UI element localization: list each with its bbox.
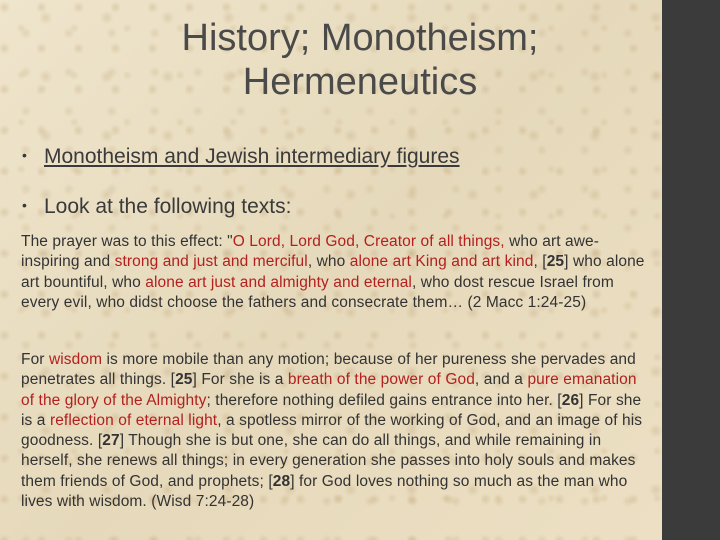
highlighted-phrase: wisdom	[48, 351, 103, 368]
bullet-item	[22, 192, 460, 220]
text-segment: The prayer was to this effect: "	[21, 233, 233, 250]
passage-2-maccabees	[21, 232, 653, 313]
verse-number: 28	[272, 472, 291, 490]
verse-number: 27	[102, 432, 120, 450]
bullet-icon: •	[22, 147, 27, 163]
text-segment: , and a	[474, 371, 528, 389]
text-segment: ; therefore nothing defiled gains entrance into her. [	[206, 391, 562, 409]
title-line-2: Hermeneutics	[242, 61, 478, 103]
text-segment: ] For she is a	[192, 371, 288, 389]
bullet-item	[22, 142, 460, 170]
text-segment: ] Though she is but one, she can do all things, and while remaining in herself, she renews all things; in every generation she passes into holy souls and makes them friends of God, and prophets; [	[21, 432, 636, 490]
text-segment: For	[21, 351, 49, 368]
text-segment: , who	[307, 253, 350, 271]
highlighted-phrase: breath of the power of God	[287, 371, 475, 389]
bullet-text: Monotheism and Jewish intermediary figures	[44, 145, 460, 168]
dark-side-panel	[662, 0, 720, 540]
text-segment: ] for God loves nothing so much as the man who lives with wisdom. (Wisd 7:24-28)	[21, 472, 628, 511]
bullet-text: Look at the following texts:	[44, 195, 292, 218]
text-segment: , a spotless mirror of the working of God, and an image of his goodness. [	[21, 411, 643, 450]
highlighted-phrase: alone art just and almighty and eternal	[145, 273, 412, 291]
title-line-1: History; Monotheism;	[181, 17, 539, 59]
verse-number: 25	[546, 253, 565, 271]
bullet-list	[22, 142, 460, 242]
highlighted-phrase: O Lord, Lord God, Creator of all things,	[232, 233, 505, 250]
text-segment: is more mobile than any motion; because of her pureness she pervades and penetrates all things. [	[21, 351, 636, 389]
text-segment: , who dost rescue Israel from every evil, who didst choose the fathers and consecrate them… (2 Macc 1:24-25)	[21, 273, 614, 311]
bullet-icon: •	[22, 197, 27, 213]
highlighted-phrase: reflection of eternal light	[49, 411, 218, 429]
passage-wisdom	[21, 350, 653, 512]
verse-number: 26	[561, 391, 580, 409]
text-segment: who art awe-inspiring and	[21, 233, 600, 271]
highlighted-phrase: alone art King and art kind	[349, 253, 534, 271]
text-segment: ] For she is a	[21, 391, 642, 429]
highlighted-phrase: pure emanation of the glory of the Almighty	[21, 371, 637, 409]
text-segment: ] who alone art bountiful, who	[21, 253, 645, 291]
text-segment: , [	[533, 253, 547, 271]
highlighted-phrase: strong and just and merciful	[114, 253, 308, 271]
slide-title	[90, 16, 630, 104]
verse-number: 25	[175, 371, 193, 389]
